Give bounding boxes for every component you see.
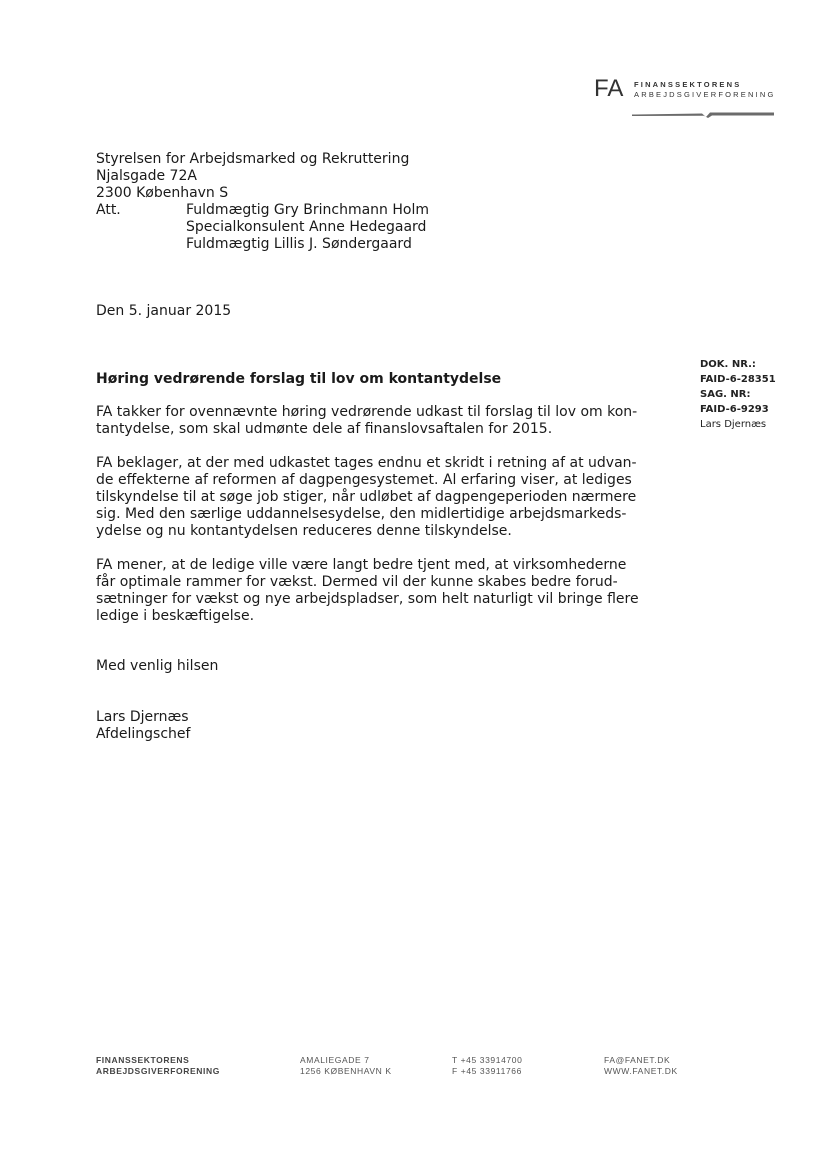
recipient-line3: 2300 København S [96,185,229,201]
paragraph-2 [96,455,656,540]
signer-name: Lars Djernæs [96,709,189,725]
paragraph-3 [96,557,656,625]
sag-label: SAG. NR: [700,389,751,400]
text-line: ydelse og nu kontantydelsen reduceres denne tilskyndelse. [96,523,512,539]
dok-label: DOK. NR.: [700,359,756,370]
signer-title: Afdelingschef [96,726,191,742]
footer-phone-fax [452,1055,522,1077]
text-line: sætninger for vækst og nye arbejdspladser, som helt naturligt vil bringe flere [96,591,639,607]
text-line: tantydelse, som skal udmønte dele af finanslovsaftalen for 2015. [96,421,553,437]
footer-fax: F +45 33911766 [452,1066,522,1076]
footer-city: 1256 KØBENHAVN K [300,1066,392,1076]
text-line: FA beklager, at der med udkastet tages endnu et skridt i retning af at udvan- [96,455,637,471]
closing-greeting: Med venlig hilsen [96,658,219,674]
logo-text-line1: FINANSSEKTORENS [634,80,742,89]
text-line: ledige i beskæftigelse. [96,608,255,624]
footer-organization [96,1055,220,1077]
recipient-address [96,151,429,253]
footer-org-line2: ARBEJDSGIVERFORENING [96,1066,220,1076]
letter-subject: Høring vedrørende forslag til lov om kontantydelse [96,371,502,387]
text-line: tilskyndelse til at søge job stiger, når udløbet af dagpengeperioden nærmere [96,489,637,505]
text-line: sig. Med den særlige uddannelsesydelse, den midlertidige arbejdsmarkeds- [96,506,627,522]
att-name-1: Fuldmægtig Gry Brinchmann Holm [186,202,429,218]
att-name-3: Fuldmægtig Lillis J. Søndergaard [186,236,412,252]
sag-value: FAID-6-9293 [700,404,769,415]
logo-text-line2: ARBEJDSGIVERFORENING [634,90,776,99]
text-line: får optimale rammer for vækst. Dermed vil der kunne skabes bedre forud- [96,574,618,590]
att-name-2: Specialkonsulent Anne Hedegaard [186,219,427,235]
dok-value: FAID-6-28351 [700,374,776,385]
att-label: Att. [96,202,121,218]
letter-body [96,404,656,642]
recipient-line1: Styrelsen for Arbejdsmarked og Rekruttering [96,151,410,167]
signature-block [96,709,190,743]
att-row [96,202,429,219]
reference-person: Lars Djernæs [700,419,767,430]
footer-address [300,1055,392,1077]
footer-phone: T +45 33914700 [452,1055,523,1065]
logo-swoosh [632,112,774,118]
footer-street: AMALIEGADE 7 [300,1055,370,1065]
letter-date: Den 5. januar 2015 [96,303,232,319]
paragraph-1 [96,404,656,438]
footer-org-line1: FINANSSEKTORENS [96,1055,190,1065]
text-line: de effekterne af reformen af dagpengesystemet. Al erfaring viser, at lediges [96,472,632,488]
footer-email: FA@FANET.DK [604,1055,671,1065]
recipient-line2: Njalsgade 72A [96,168,197,184]
footer-website: WWW.FANET.DK [604,1066,678,1076]
reference-block [700,357,776,432]
text-line: FA mener, at de ledige ville være langt bedre tjent med, at virksomhederne [96,557,627,573]
logo-mark: FA [594,75,624,102]
text-line: FA takker for ovennævnte høring vedrørende udkast til forslag til lov om kon- [96,404,638,420]
footer-contact [604,1055,678,1077]
